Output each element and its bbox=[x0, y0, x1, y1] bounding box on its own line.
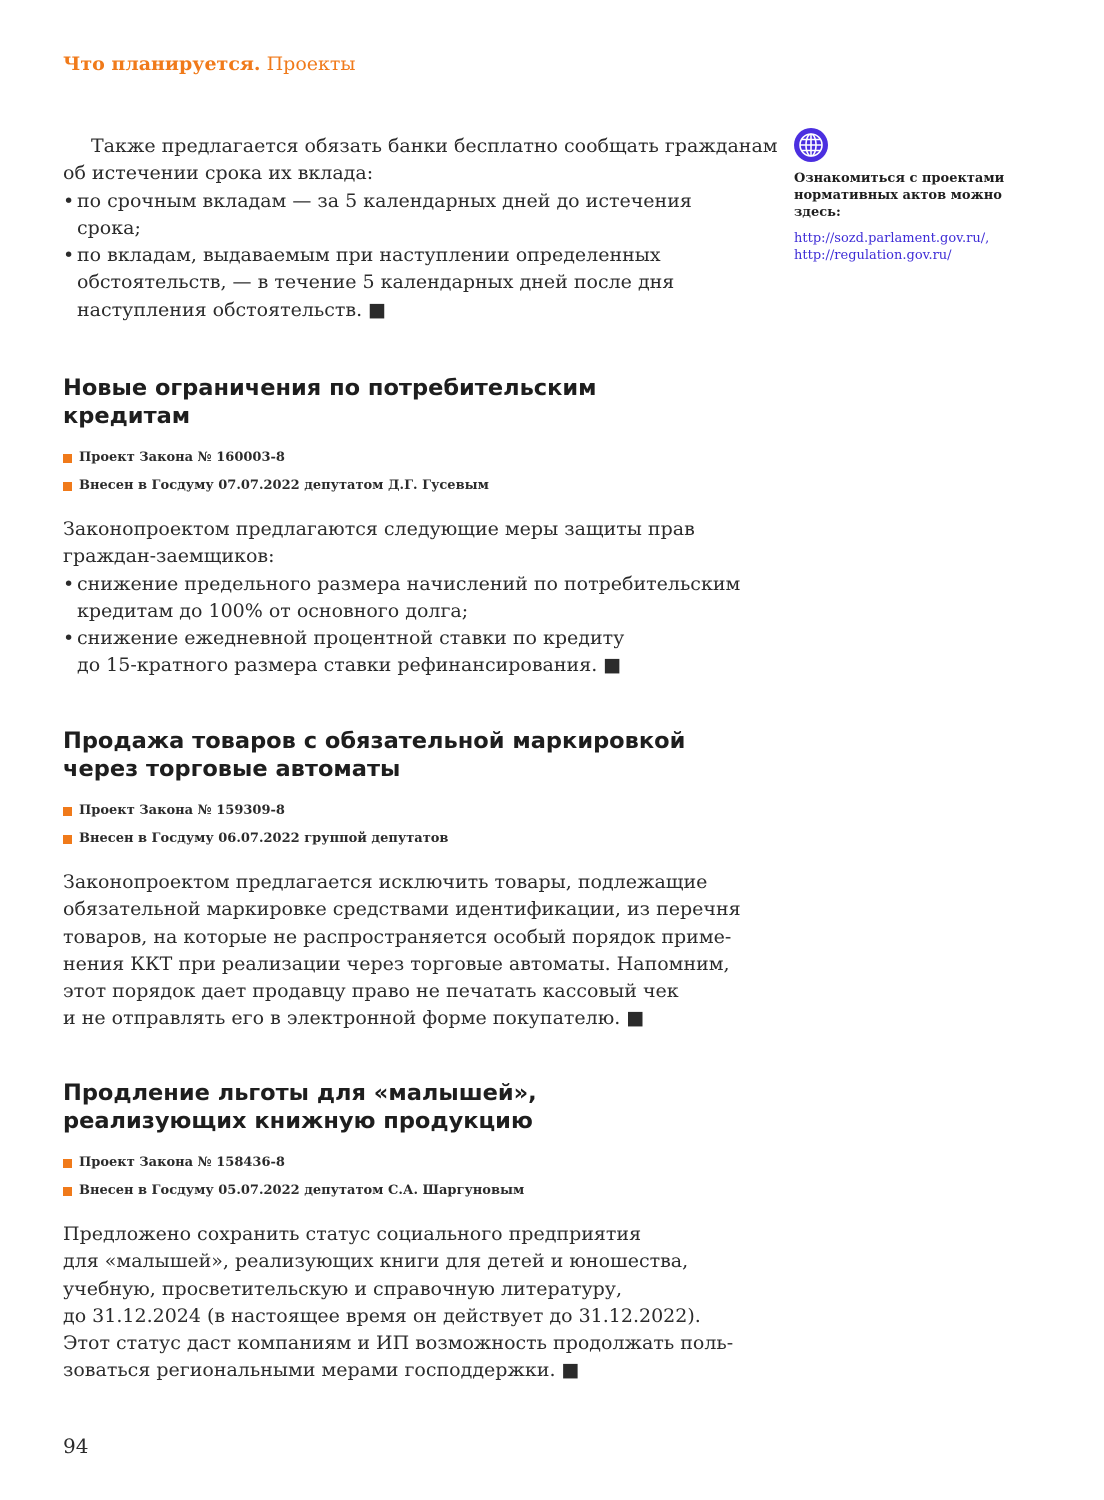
section-heading bbox=[63, 375, 753, 430]
intro-paragraph bbox=[63, 133, 778, 324]
text-line: до 31.12.2024 (в настоящее время он действует до 31.12.2022). bbox=[63, 1304, 701, 1327]
bullet-mark: • bbox=[63, 244, 75, 267]
text-line: здесь: bbox=[794, 205, 841, 220]
text-line: по срочным вкладам — за 5 календарных дней до истечения bbox=[77, 189, 692, 212]
running-head bbox=[63, 53, 356, 75]
line-text: наступления обстоятельств. bbox=[77, 298, 363, 321]
line-text: до 15-кратного размера ставки рефинансирования. bbox=[77, 654, 598, 677]
text-line: товаров, на которые не распространяется особый порядок приме- bbox=[63, 925, 732, 948]
section-vending-machines bbox=[63, 728, 753, 1033]
meta-text: Проект Закона № 158436-8 bbox=[79, 1155, 285, 1170]
text-line: по вкладам, выдаваемым при наступлении определенных bbox=[77, 244, 661, 267]
section-heading bbox=[63, 1080, 753, 1135]
section-consumer-credit bbox=[63, 375, 753, 680]
sidebar-text bbox=[794, 170, 1034, 221]
text-line: кредитам до 100% от основного долга; bbox=[77, 599, 469, 622]
end-mark: ■ bbox=[561, 1359, 580, 1382]
heading-line: Продажа товаров с обязательной маркировкой bbox=[63, 728, 686, 754]
meta-text: Внесен в Госдуму 07.07.2022 депутатом Д.Г. Гусевым bbox=[79, 478, 489, 493]
line-text: и не отправлять его в электронной форме покупателю. bbox=[63, 1007, 621, 1030]
orange-square-icon bbox=[63, 482, 72, 491]
text-line: Законопроектом предлагаются следующие меры защиты прав bbox=[63, 518, 695, 540]
link-regulation[interactable]: http://regulation.gov.ru/ bbox=[794, 248, 952, 263]
text-line bbox=[77, 652, 624, 679]
text-line: граждан-заемщиков: bbox=[63, 545, 275, 568]
section-body bbox=[63, 869, 753, 1033]
sidebar-note bbox=[794, 128, 1034, 264]
page-number: 94 bbox=[63, 1434, 89, 1458]
end-mark: ■ bbox=[626, 1007, 645, 1030]
text-line bbox=[77, 297, 674, 324]
orange-square-icon bbox=[63, 454, 72, 463]
bullet-mark: • bbox=[63, 627, 75, 650]
list-item bbox=[63, 625, 753, 680]
text-line: для «малышей», реализующих книги для детей и юношества, bbox=[63, 1250, 689, 1273]
orange-square-icon bbox=[63, 807, 72, 816]
text-line: об истечении срока их вклада: bbox=[63, 162, 374, 185]
heading-line: через торговые автоматы bbox=[63, 755, 401, 782]
line-text: зоваться региональными мерами господдержки. bbox=[63, 1359, 556, 1382]
heading-line: Продление льготы для «малышей», bbox=[63, 1080, 537, 1106]
orange-square-icon bbox=[63, 1187, 72, 1196]
text-line: нения ККТ при реализации через торговые автоматы. Напомним, bbox=[63, 952, 730, 975]
text-line: Законопроектом предлагается исключить товары, подлежащие bbox=[63, 871, 708, 893]
text-line: обстоятельств, — в течение 5 календарных дней после дня bbox=[77, 271, 675, 294]
text-line: снижение предельного размера начислений по потребительским bbox=[77, 572, 741, 595]
heading-line: Новые ограничения по потребительским bbox=[63, 375, 597, 401]
text-line bbox=[63, 1357, 753, 1384]
text-line: этот порядок дает продавцу право не печатать кассовый чек bbox=[63, 980, 679, 1003]
end-mark: ■ bbox=[368, 298, 387, 321]
submission-info bbox=[63, 1177, 753, 1205]
list-item bbox=[63, 571, 753, 626]
globe-icon bbox=[794, 128, 828, 162]
meta-text: Проект Закона № 160003-8 bbox=[79, 450, 285, 465]
project-number bbox=[63, 444, 753, 472]
text-line: снижение ежедневной процентной ставки по кредиту bbox=[77, 627, 625, 650]
text-line: обязательной маркировке средствами идентификации, из перечня bbox=[63, 898, 741, 921]
text-line bbox=[63, 1005, 753, 1032]
section-body bbox=[63, 1221, 753, 1385]
project-number bbox=[63, 797, 753, 825]
list-item bbox=[63, 242, 753, 324]
section-subtitle: Проекты bbox=[266, 53, 356, 75]
submission-info bbox=[63, 825, 753, 853]
meta-text: Внесен в Госдуму 05.07.2022 депутатом С.А. Шаргуновым bbox=[79, 1183, 525, 1198]
orange-square-icon bbox=[63, 1159, 72, 1168]
sidebar-links bbox=[794, 230, 1034, 264]
bullet-mark: • bbox=[63, 572, 75, 595]
list-item bbox=[63, 188, 753, 243]
text-line: учебную, просветительскую и справочную литературу, bbox=[63, 1277, 623, 1300]
orange-square-icon bbox=[63, 835, 72, 844]
bullet-mark: • bbox=[63, 189, 75, 212]
text-line: Предложено сохранить статус социального предприятия bbox=[63, 1223, 642, 1245]
meta-text: Внесен в Госдуму 06.07.2022 группой депутатов bbox=[79, 831, 449, 846]
link-sozd[interactable]: http://sozd.parlament.gov.ru/, bbox=[794, 231, 990, 246]
text-line: нормативных актов можно bbox=[794, 188, 1002, 203]
submission-info bbox=[63, 472, 753, 500]
text-line: Этот статус даст компаниям и ИП возможность продолжать поль- bbox=[63, 1332, 734, 1355]
section-title: Что планируется. bbox=[63, 53, 261, 75]
heading-line: реализующих книжную продукцию bbox=[63, 1107, 533, 1134]
section-body bbox=[63, 516, 753, 680]
section-book-publishers bbox=[63, 1080, 753, 1385]
text-line: Ознакомиться с проектами bbox=[794, 171, 1005, 186]
project-number bbox=[63, 1149, 753, 1177]
heading-line: кредитам bbox=[63, 402, 191, 429]
text-line: Также предлагается обязать банки бесплатно сообщать гражданам bbox=[91, 135, 778, 157]
meta-text: Проект Закона № 159309-8 bbox=[79, 803, 285, 818]
section-heading bbox=[63, 728, 753, 783]
end-mark: ■ bbox=[603, 654, 622, 677]
text-line: срока; bbox=[77, 216, 141, 239]
